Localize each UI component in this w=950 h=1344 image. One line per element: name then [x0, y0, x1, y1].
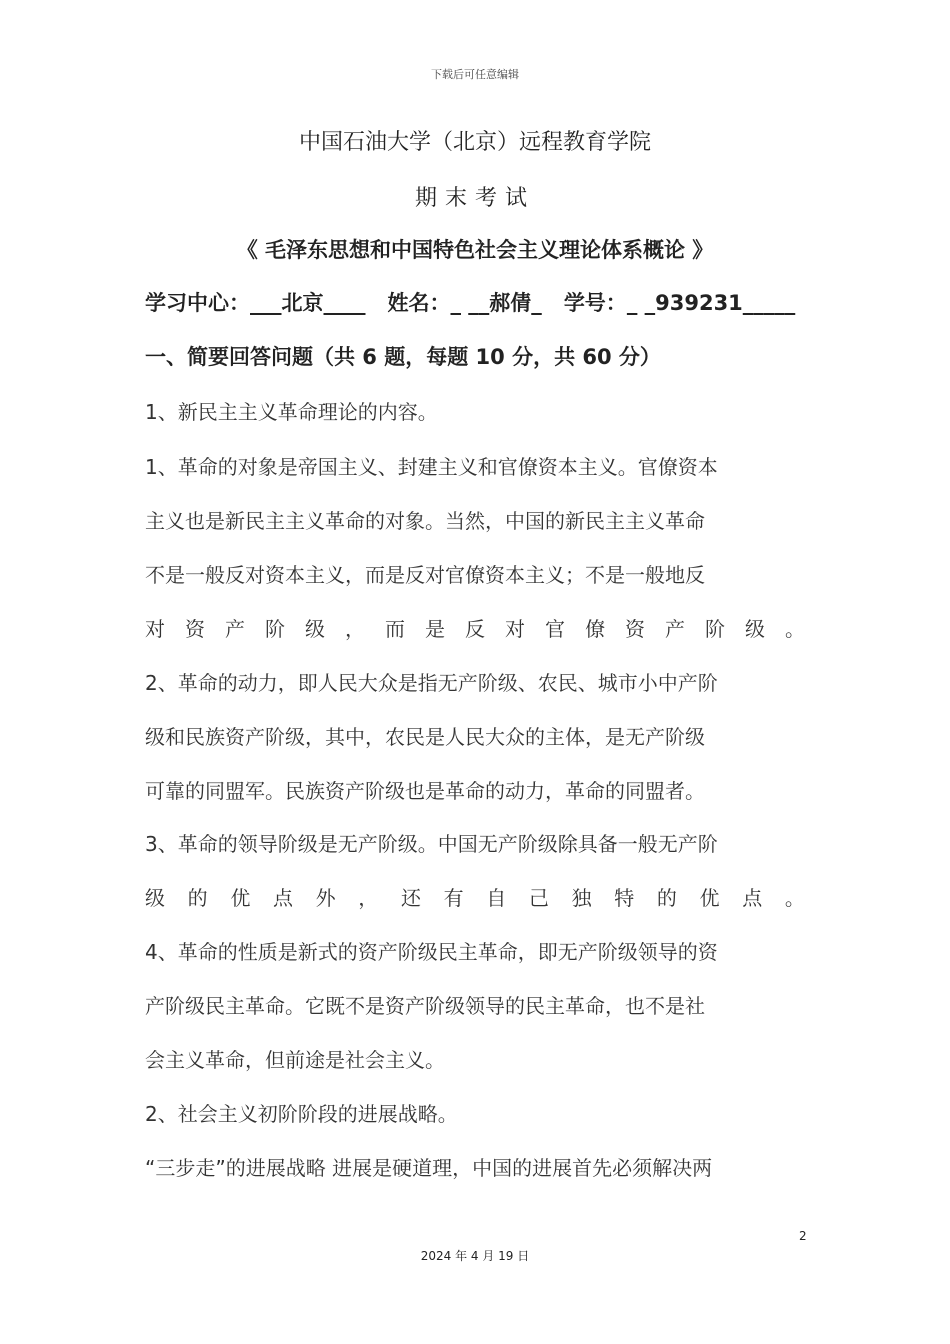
justified-char: 对 — [145, 617, 165, 641]
header-note: 下载后可任意编辑 — [431, 68, 519, 81]
answer-line: 3、革命的领导阶级是无产阶级。中国无产阶级除具备一般无产阶 — [145, 832, 718, 856]
justified-char: 阶 — [705, 617, 725, 641]
justified-char: 阶 — [265, 617, 285, 641]
answer-line: 级和民族资产阶级，其中，农民是人民大众的主体，是无产阶级 — [145, 725, 705, 749]
justified-char: 僚 — [585, 617, 605, 641]
justified-char: 的 — [187, 886, 208, 910]
justified-char: 还 — [400, 886, 421, 910]
justified-char: 点 — [742, 886, 763, 910]
justified-char: 。 — [785, 617, 805, 641]
answer-line: 不是一般反对资本主义，而是反对官僚资本主义；不是一般地反 — [145, 563, 705, 587]
answer-line: 可靠的同盟军。民族资产阶级也是革命的动力，革命的同盟者。 — [145, 779, 705, 803]
justified-char: 级 — [305, 617, 325, 641]
justified-char: 资 — [185, 617, 205, 641]
center-value: ___北京____ — [250, 291, 366, 315]
course-title: 《 毛泽东思想和中国特色社会主义理论体系概论 》 — [236, 238, 714, 262]
student-info — [145, 287, 795, 317]
justified-char: ， — [358, 886, 379, 910]
school-title: 中国石油大学（北京）远程教育学院 — [298, 130, 651, 155]
page-number: 2 — [799, 1229, 807, 1243]
justified-char: ， — [345, 617, 365, 641]
name-label: 姓名： — [387, 291, 451, 315]
section-title: 一、简要回答问题（共 6 题，每题 10 分，共 60 分） — [145, 345, 661, 369]
justified-char: 级 — [145, 886, 165, 910]
justified-char: 产 — [665, 617, 685, 641]
justified-char: 级 — [745, 617, 765, 641]
answer-line-justified — [145, 613, 805, 642]
answer-line: “三步走”的进展战略 进展是硬道理，中国的进展首先必须解决两 — [145, 1156, 713, 1180]
justified-char: 反 — [465, 617, 485, 641]
justified-char: 而 — [385, 617, 405, 641]
justified-char: 优 — [699, 886, 720, 910]
justified-char: 优 — [230, 886, 251, 910]
id-label: 学号： — [563, 291, 627, 315]
answer-line: 1、革命的对象是帝国主义、封建主义和官僚资本主义。官僚资本 — [145, 455, 718, 479]
answer-line: 2、革命的动力，即人民大众是指无产阶级、农民、城市小中产阶 — [145, 671, 718, 695]
answer-line: 主义也是新民主主义革命的对象。当然，中国的新民主主义革命 — [145, 509, 705, 533]
justified-char: 产 — [225, 617, 245, 641]
name-value: _ __郝倩_ — [450, 291, 542, 315]
answer-line: 产阶级民主革命。它既不是资产阶级领导的民主革命，也不是社 — [145, 994, 705, 1018]
justified-char: 官 — [545, 617, 565, 641]
justified-char: 自 — [486, 886, 507, 910]
justified-char: 对 — [505, 617, 525, 641]
answer-line-justified — [145, 882, 805, 911]
justified-char: 外 — [315, 886, 336, 910]
answer-line: 4、革命的性质是新式的资产阶级民主革命，即无产阶级领导的资 — [145, 940, 718, 964]
answer-line: 会主义革命，但前途是社会主义。 — [145, 1048, 445, 1072]
justified-char: 的 — [656, 886, 677, 910]
footer-date: 2024 年 4 月 19 日 — [420, 1249, 530, 1263]
id-value: _ _939231_____ — [626, 291, 796, 315]
justified-char: 有 — [443, 886, 464, 910]
justified-char: 资 — [625, 617, 645, 641]
question-1: 1、新民主主义革命理论的内容。 — [145, 400, 438, 424]
justified-char: 是 — [425, 617, 445, 641]
justified-char: 独 — [571, 886, 592, 910]
center-label: 学习中心： — [145, 291, 250, 315]
justified-char: 特 — [614, 886, 635, 910]
justified-char: 点 — [272, 886, 293, 910]
justified-char: 己 — [528, 886, 549, 910]
justified-char: 。 — [784, 886, 805, 910]
question-2: 2、社会主义初阶阶段的进展战略。 — [145, 1102, 458, 1126]
exam-title: 期末考试 — [414, 186, 535, 211]
